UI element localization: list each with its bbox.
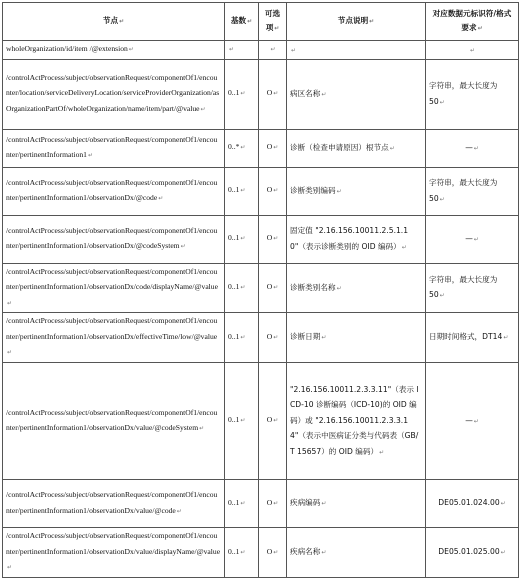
- node-cell: /controlActProcess/subject/observationRequest/componentOf1/encounter/pertinentInformation1/observationDx/effectiveTime/low/@value↵: [3, 313, 225, 363]
- description-cell: 诊断类别名称↵: [287, 263, 426, 313]
- paragraph-mark: ↵: [401, 243, 407, 251]
- paragraph-mark: ↵: [439, 195, 445, 203]
- header-node: 节点↵: [3, 3, 225, 41]
- paragraph-mark: ↵: [321, 334, 327, 342]
- node-cell: wholeOrganization/id/item /@extension↵: [3, 41, 225, 60]
- header-cardinality: 基数↵: [225, 3, 259, 41]
- paragraph-mark: ↵: [469, 46, 476, 54]
- format-cell: [426, 41, 519, 60]
- optional-cell: O↵: [259, 129, 287, 167]
- paragraph-mark: ↵: [439, 98, 445, 106]
- cardinality-cell: [225, 41, 259, 60]
- node-cell: /controlActProcess/subject/observationRequest/componentOf1/encounter/pertinentInformation1/observationDx/@code↵: [3, 167, 225, 215]
- paragraph-mark: ↵: [503, 334, 509, 342]
- table-row: [3, 528, 519, 578]
- cardinality-cell: 0..1↵: [225, 215, 259, 263]
- paragraph-mark: ↵: [273, 334, 279, 341]
- paragraph-mark: ↵: [336, 187, 342, 195]
- node-cell: /controlActProcess/subject/observationRequest/componentOf1/encounter/pertinentInformation1/observationDx/value/@codeSystem↵: [3, 363, 225, 480]
- table-row: [3, 41, 519, 60]
- paragraph-mark: ↵: [500, 500, 506, 508]
- optional-cell: O↵: [259, 59, 287, 129]
- node-cell: /controlActProcess/subject/observationRequest/componentOf1/encounter/pertinentInformation1/observationDx/value/@code↵: [3, 480, 225, 528]
- paragraph-mark: ↵: [7, 300, 13, 307]
- format-cell: 字符串，最大长度为 50↵: [426, 59, 519, 129]
- paragraph-mark: ↵: [240, 285, 246, 291]
- paragraph-mark: ↵: [240, 145, 246, 152]
- table-row: [3, 167, 519, 215]
- paragraph-mark: ↵: [273, 285, 279, 291]
- paragraph-mark: ↵: [229, 47, 235, 53]
- format-cell: —↵: [426, 215, 519, 263]
- node-cell: /controlActProcess/subject/observationRequest/componentOf1/encounter/location/serviceDeliveryLocation/serviceProviderOrganization/asOrganizationPartOf/wholeOrganization/name/item/part/@value↵: [3, 59, 225, 129]
- table-row: [3, 59, 519, 129]
- format-cell: DE05.01.025.00↵: [426, 528, 519, 578]
- paragraph-mark: ↵: [291, 46, 297, 54]
- table-row: [3, 313, 519, 363]
- table-row: [3, 129, 519, 167]
- description-cell: 诊断类别编码↵: [287, 167, 426, 215]
- format-cell: —↵: [426, 129, 519, 167]
- paragraph-mark: ↵: [473, 235, 479, 243]
- header-description: 节点说明↵: [287, 3, 426, 41]
- paragraph-mark: ↵: [321, 90, 327, 98]
- cardinality-cell: 0..1↵: [225, 480, 259, 528]
- table-row: [3, 480, 519, 528]
- header-row: [3, 3, 519, 41]
- optional-cell: O↵: [259, 215, 287, 263]
- paragraph-mark: ↵: [270, 47, 276, 53]
- paragraph-mark: ↵: [240, 334, 246, 341]
- optional-cell: O↵: [259, 480, 287, 528]
- paragraph-mark: ↵: [273, 91, 279, 98]
- cardinality-cell: 0..1↵: [225, 528, 259, 578]
- paragraph-mark: ↵: [273, 418, 279, 425]
- paragraph-mark: ↵: [240, 418, 246, 425]
- paragraph-mark: ↵: [389, 144, 395, 152]
- cardinality-cell: 0..1↵: [225, 263, 259, 313]
- node-cell: /controlActProcess/subject/observationRequest/componentOf1/encounter/pertinentInformation1/observationDx/@codeSystem↵: [3, 215, 225, 263]
- paragraph-mark: ↵: [128, 47, 134, 53]
- paragraph-mark: ↵: [379, 448, 385, 456]
- optional-cell: O↵: [259, 313, 287, 363]
- paragraph-mark: ↵: [180, 244, 186, 250]
- paragraph-mark: ↵: [273, 145, 279, 152]
- description-cell: [287, 41, 426, 60]
- description-cell: 诊断日期↵: [287, 313, 426, 363]
- description-cell: 疾病名称↵: [287, 528, 426, 578]
- paragraph-mark: ↵: [240, 91, 246, 98]
- paragraph-mark: ↵: [321, 549, 327, 556]
- paragraph-mark: ↵: [176, 508, 182, 515]
- header-optional: 可选项↵: [259, 3, 287, 41]
- format-cell: 字符串，最大长度为 50↵: [426, 167, 519, 215]
- header-format: 对应数据元标识符/格式要求↵: [426, 3, 519, 41]
- paragraph-mark: ↵: [273, 549, 279, 556]
- cardinality-cell: 0..1↵: [225, 313, 259, 363]
- description-cell: 诊断（检查申请原因）根节点↵: [287, 129, 426, 167]
- paragraph-mark: ↵: [273, 500, 279, 507]
- paragraph-mark: ↵: [240, 236, 246, 243]
- cardinality-cell: 0..1↵: [225, 363, 259, 480]
- paragraph-mark: ↵: [240, 188, 246, 195]
- paragraph-mark: ↵: [273, 236, 279, 243]
- paragraph-mark: ↵: [273, 188, 279, 195]
- paragraph-mark: ↵: [473, 144, 479, 152]
- paragraph-mark: ↵: [199, 426, 205, 432]
- paragraph-mark: ↵: [336, 284, 342, 292]
- table-row: [3, 215, 519, 263]
- cardinality-cell: 0..1↵: [225, 59, 259, 129]
- paragraph-mark: ↵: [500, 549, 506, 556]
- node-cell: /controlActProcess/subject/observationRequest/componentOf1/encounter/pertinentInformation1/observationDx/value/displayName/@value↵: [3, 528, 225, 578]
- paragraph-mark: ↵: [240, 549, 246, 556]
- table-body: [3, 41, 519, 578]
- table-row: [3, 263, 519, 313]
- description-cell: 固定值 "2.16.156.10011.2.5.1.10"（表示诊断类别的 OID 编码）↵: [287, 215, 426, 263]
- paragraph-mark: ↵: [158, 196, 164, 202]
- paragraph-mark: ↵: [7, 350, 13, 357]
- optional-cell: O↵: [259, 167, 287, 215]
- node-cell: /controlActProcess/subject/observationRequest/componentOf1/encounter/pertinentInformation1↵: [3, 129, 225, 167]
- optional-cell: O↵: [259, 363, 287, 480]
- format-cell: DE05.01.024.00↵: [426, 480, 519, 528]
- spec-table: [2, 2, 519, 578]
- node-cell: /controlActProcess/subject/observationRequest/componentOf1/encounter/pertinentInformation1/observationDx/code/displayName/@value↵: [3, 263, 225, 313]
- cardinality-cell: 0..1↵: [225, 167, 259, 215]
- optional-cell: O↵: [259, 263, 287, 313]
- paragraph-mark: ↵: [439, 292, 445, 300]
- paragraph-mark: ↵: [7, 565, 13, 571]
- table-row: [3, 363, 519, 480]
- format-cell: 日期时间格式，DT14↵: [426, 313, 519, 363]
- format-cell: 字符串，最大长度为 50↵: [426, 263, 519, 313]
- paragraph-mark: ↵: [321, 500, 327, 508]
- cardinality-cell: 0..*↵: [225, 129, 259, 167]
- paragraph-mark: ↵: [473, 417, 479, 425]
- paragraph-mark: ↵: [240, 500, 246, 507]
- optional-cell: [259, 41, 287, 60]
- description-cell: "2.16.156.10011.2.3.3.11"（表示 ICD-10 诊断编码（ICD-10)的 OID 编码）或 "2.16.156.10011.2.3.3.14"（表示中医病证分类与代码表（GB/T 15657）的 OID 编码）↵: [287, 363, 426, 480]
- description-cell: 病区名称↵: [287, 59, 426, 129]
- format-cell: —↵: [426, 363, 519, 480]
- description-cell: 疾病编码↵: [287, 480, 426, 528]
- optional-cell: O↵: [259, 528, 287, 578]
- paragraph-mark: ↵: [87, 153, 94, 159]
- paragraph-mark: ↵: [200, 106, 206, 113]
